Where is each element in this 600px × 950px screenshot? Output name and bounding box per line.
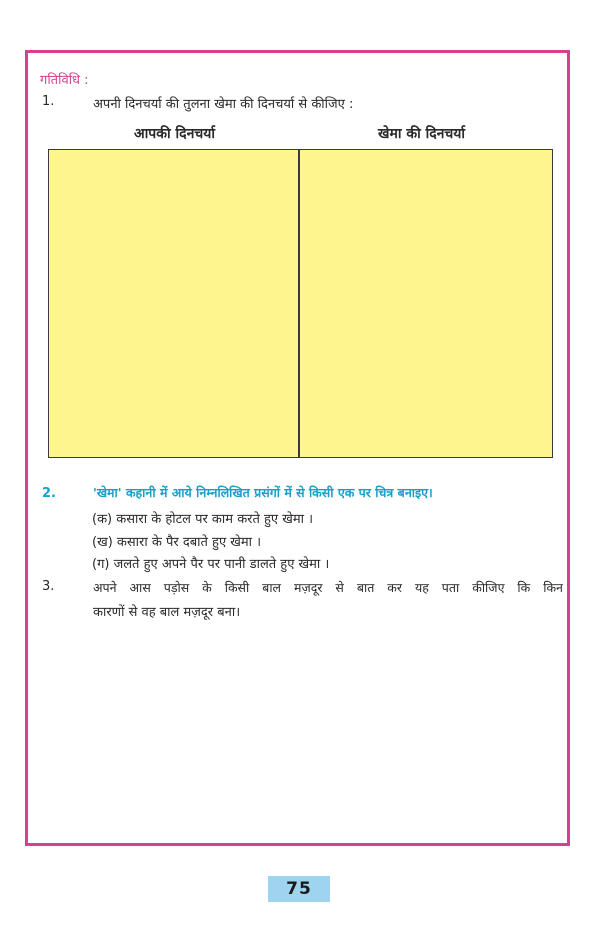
question-1-number: 1. [42, 94, 55, 109]
khema-routine-cell[interactable] [300, 150, 552, 457]
question-2-text: 'खेमा' कहानी में आये निम्नलिखित प्रसंगों में से किसी एक पर चित्र बनाइए। [93, 485, 433, 500]
question-3-line-1: अपने आस पड़ोस के किसी बाल मज़दूर से बात कर यह पता कीजिए कि किन [93, 580, 563, 595]
column-header-khema-routine: खेमा की दिनचर्या [378, 126, 466, 142]
column-header-your-routine: आपकी दिनचर्या [134, 126, 215, 142]
question-2-number: 2. [42, 486, 56, 501]
question-3-number: 3. [42, 579, 55, 594]
question-2-option-ka: (क) कसारा के होटल पर काम करते हुए खेमा । [92, 512, 314, 527]
question-2-option-ga: (ग) जलते हुए अपने पैर पर पानी डालते हुए खेमा । [92, 557, 330, 572]
page-number: 75 [268, 876, 330, 902]
comparison-table [48, 149, 553, 458]
question-2-option-kha: (ख) कसारा के पैर दबाते हुए खेमा । [92, 535, 262, 550]
activity-heading: गतिविधि : [40, 73, 89, 88]
question-1-text: अपनी दिनचर्या की तुलना खेमा की दिनचर्या से कीजिए : [93, 97, 354, 112]
question-3-line-2: कारणों से वह बाल मज़दूर बना। [93, 605, 241, 620]
your-routine-cell[interactable] [49, 150, 298, 457]
